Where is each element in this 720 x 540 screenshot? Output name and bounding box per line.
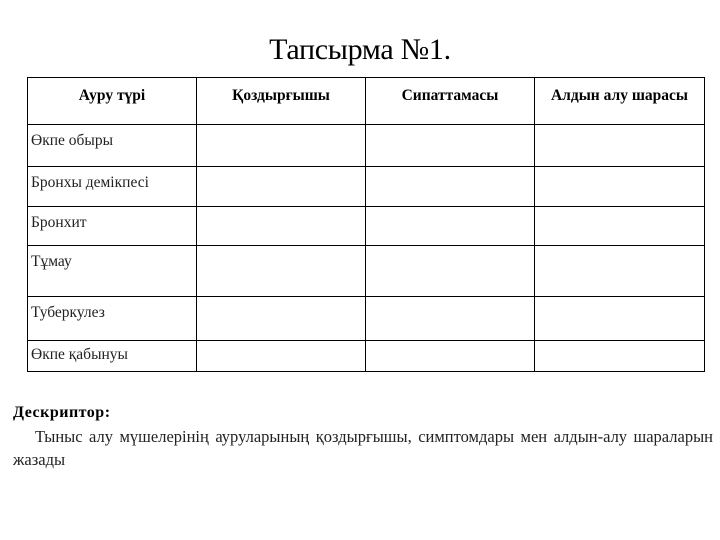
cell-disease: Бронхы демікпесі [28, 167, 197, 207]
table-header-row [28, 78, 705, 125]
header-prevention: Алдын алу шарасы [535, 78, 705, 125]
table-row [28, 297, 705, 341]
cell-cause[interactable] [197, 297, 366, 341]
cell-disease: Тұмау [28, 246, 197, 297]
cell-prevention[interactable] [535, 297, 705, 341]
table-row [28, 207, 705, 246]
table-row [28, 341, 705, 372]
cell-description[interactable] [366, 297, 535, 341]
task-table [27, 77, 705, 372]
cell-prevention[interactable] [535, 125, 705, 167]
header-cause: Қоздырғышы [197, 78, 366, 125]
cell-prevention[interactable] [535, 207, 705, 246]
cell-cause[interactable] [197, 125, 366, 167]
cell-disease: Өкпе қабынуы [28, 341, 197, 372]
cell-cause[interactable] [197, 207, 366, 246]
cell-description[interactable] [366, 207, 535, 246]
cell-cause[interactable] [197, 341, 366, 372]
cell-disease: Бронхит [28, 207, 197, 246]
table-row [28, 125, 705, 167]
header-description: Сипаттамасы [366, 78, 535, 125]
descriptor-label: Дескриптор: [13, 404, 111, 421]
cell-description[interactable] [366, 246, 535, 297]
header-disease-type: Ауру түрі [28, 78, 197, 125]
cell-prevention[interactable] [535, 246, 705, 297]
cell-cause[interactable] [197, 246, 366, 297]
cell-prevention[interactable] [535, 167, 705, 207]
cell-cause[interactable] [197, 167, 366, 207]
cell-description[interactable] [366, 341, 535, 372]
table-row [28, 167, 705, 207]
cell-disease: Өкпе обыры [28, 125, 197, 167]
cell-description[interactable] [366, 167, 535, 207]
page-title: Тапсырма №1. [269, 33, 451, 66]
cell-description[interactable] [366, 125, 535, 167]
descriptor-section [13, 402, 713, 471]
table-row [28, 246, 705, 297]
descriptor-text: Тыныс алу мүшелерінің ауруларының қоздырғышы, симптомдары мен алдын-алу шараларын жазады [13, 427, 713, 469]
cell-disease: Туберкулез [28, 297, 197, 341]
cell-prevention[interactable] [535, 341, 705, 372]
